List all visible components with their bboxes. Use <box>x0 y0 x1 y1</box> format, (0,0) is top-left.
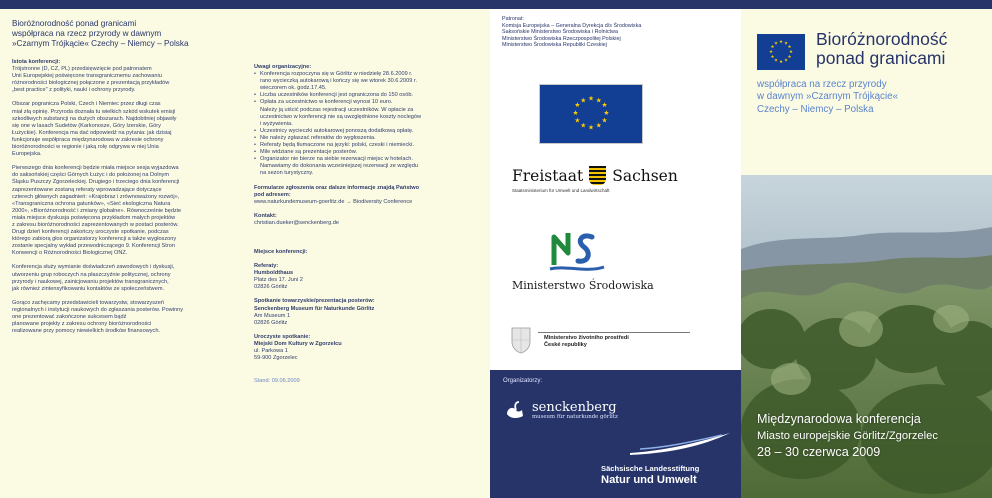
svg-text:★: ★ <box>587 123 595 132</box>
cover-title-box <box>741 9 992 175</box>
panel-partners <box>490 9 741 498</box>
svg-text:★: ★ <box>572 108 579 117</box>
uwagi-list <box>254 71 478 177</box>
cover-subtitle: współpraca na rzecz przyrody w dawnym »Czarnym Trójkącie« Czechy – Niemcy – Polska <box>757 79 899 115</box>
svg-text:★: ★ <box>603 108 610 117</box>
landesstiftung-subtitle: Natur und Umwelt <box>601 474 697 486</box>
uwagi-heading: Uwagi organizacyjne: <box>254 64 312 70</box>
ministerstwo-name: Ministerstwo Środowiska <box>512 279 654 292</box>
panel1-title <box>12 19 237 49</box>
svg-text:★: ★ <box>778 40 784 45</box>
czech-ministry-logo <box>510 324 690 364</box>
organizers-label: Organizatorzy: <box>503 378 543 384</box>
svg-text:★: ★ <box>768 50 774 55</box>
list-item: • Konferencja rozpoczyna się w Görlitz w niedzielę 28.6.2009 r. rano wycieczką autokarową i kończy się we wtorek 30.6.2009 r. wieczorem ok. godz.17.45. <box>254 71 478 92</box>
svg-text:★: ★ <box>783 58 789 64</box>
svg-text:★: ★ <box>788 50 794 55</box>
czech-ministry-name: Ministerstvo životního prostředí České republiky <box>544 335 629 349</box>
svg-text:★: ★ <box>574 116 581 125</box>
eu-flag-small <box>757 34 805 70</box>
address-line: ul. Parkowa 1 <box>254 348 288 354</box>
list-item: • Liczba uczestników konferencji jest ograniczona do 150 osób. <box>254 92 478 99</box>
senckenberg-sub: museum für naturkunde görlitz <box>532 413 618 420</box>
panel-cover <box>741 9 992 498</box>
svg-text:★: ★ <box>773 41 779 47</box>
eu-stars-icon <box>540 85 642 143</box>
paragraph-1: Trójstronne (D, CZ, PL) przedsięwzięcie pod patronatem Unii Europejskiej poświęcone transgranicznemu zachowaniu różnorodności biologicznej połączone z prezentacją przykładów „best practice" z polityki, nauki i ochrony przyrody. <box>12 66 170 94</box>
svg-text:★: ★ <box>587 94 595 103</box>
list-item: • Organizator nie bierze na siebie rezerwacji miejsc w hotelach. Namawiamy do dokonania wcześniejszej rezerwacji ze względu na sezon turystyczny. <box>254 156 478 177</box>
conference-title: Międzynarodowa konferencja <box>757 412 921 426</box>
svg-text:★: ★ <box>787 45 792 50</box>
senckenberg-logo <box>504 400 618 420</box>
eu-stars-icon <box>757 34 805 70</box>
landesstiftung-wave-icon <box>630 433 730 455</box>
spotkanie-venue: Senckenberg Museum für Naturkunde Görlitz <box>254 305 375 312</box>
ministerstwo-logo-icon <box>546 225 606 275</box>
kontakt-email-link[interactable]: christian.dueker@senckenberg.de <box>254 219 339 226</box>
top-bar <box>0 0 992 9</box>
panel-organizational <box>247 9 490 498</box>
saxony-crest-icon <box>589 166 606 185</box>
svg-text:★: ★ <box>595 121 602 130</box>
form-heading: Formularze zgłoszenia oraz dalsze informacje znajdą Państwo pod adresem: <box>254 184 420 198</box>
saxony-logo <box>512 166 692 193</box>
svg-text:★: ★ <box>574 101 581 110</box>
address-line: 59-900 Zgorzelec <box>254 355 298 362</box>
list-item: • Nie należy zgłaszać referatów do wygłoszenia. <box>254 135 478 142</box>
svg-text:★: ★ <box>770 45 775 50</box>
organizers-box <box>490 370 741 498</box>
svg-text:★: ★ <box>787 55 792 60</box>
referaty-heading: Referaty: <box>254 263 279 270</box>
svg-text:★: ★ <box>580 96 587 105</box>
saxony-word: Sachsen <box>612 166 678 185</box>
patronat-block: Patronat: Komisja Europejska – Generalna Dyrekcja d/s Środowiska Saksońskie Ministerstwo Środowiska i Rolnictwa Ministerstwo Środowiska Rzeczpospolitej Polskiej Ministerstwo Środowiska Republiki Czeskiej <box>502 16 642 49</box>
panel1-title-line: Bioróżnorodność ponad granicami <box>12 19 137 28</box>
list-item: • Opłata za uczestnictwo w konferencji wynosi 10 euro. Należy ją uiścić podczas rejestracji uczestników. W opłacie za uczestnictwo w konferencji nie są uwzględnione koszty noclegów i wyżywienia. <box>254 99 478 127</box>
divider <box>538 332 690 333</box>
panel-description <box>0 9 247 498</box>
eu-flag-logo <box>539 84 643 144</box>
paragraph-5: Gorąco zachęcamy przedstawicieli towarzystw, stowarzyszeń regionalnych i instytucji naukowych do zgłaszania posterów. Powinny one prezentować zakończone sukcesem bądź planowane projekty z zakresu ochrony bioróżnorodności realizowane przy pomocy niewielkich środków finansowych. <box>12 299 184 335</box>
stand-date: Stand: 09.06.2009 <box>254 378 300 385</box>
senckenberg-name: senckenberg <box>532 399 617 415</box>
list-item: • Uczestnicy wycieczki autokarowej ponoszą dodatkową opłatę. <box>254 128 478 135</box>
panel1-title-line: »Czarnym Trójkącie« Czechy – Niemcy – Polska <box>12 39 189 48</box>
form-url-link[interactable]: www.naturkundemuseum-goerlitz.de → Biodiversity Conference <box>254 198 413 205</box>
conference-city: Miasto europejskie Görlitz/Zgorzelec <box>757 430 938 442</box>
senckenberg-swan-icon <box>504 400 526 420</box>
address-line: 02826 Görlitz <box>254 319 288 326</box>
conference-info <box>757 411 938 461</box>
paragraph-2: Obszar pogranicza Polski, Czech i Niemiec przez długi czas miał złą opinię. Przyroda doznała tu wielkich szkód wskutek emisji szkodliwych substancji na dużych obszarach. Najdobitniej objawiły się one w lasach Sudetów (Karkonosze, Góry Izerskie, Góry Łużyckie). Konferencja ma dać odpowiedź na pytania: jak dzisiaj funkcjonuje współpraca międzynarodowa w zakresie ochrony bioróżnorodności w regionie i jaką rolę odgrywa w niej Unia Europejska. <box>12 101 177 158</box>
svg-text:★: ★ <box>595 96 602 105</box>
paragraph-4: Konferencja służy wymianie doświadczeń zawodowych i dyskusji, utworzeniu grup roboczych na płaszczyźnie politycznej, ochrony przyrody i naukowej, zainicjowaniu projektów transgranicznych, jak również zintensyfikowaniu kontaktów ze społeczeństwem. <box>12 264 175 292</box>
saxony-word: Freistaat <box>512 166 584 185</box>
cover-main-title: Bioróżnorodność ponad granicami <box>816 29 948 68</box>
panel1-title-line: współpraca na rzecz przyrody w dawnym <box>12 29 162 38</box>
uroczyste-heading: Uroczyste spotkanie: <box>254 333 311 340</box>
svg-text:★: ★ <box>778 60 784 65</box>
address-line: 02826 Görlitz <box>254 284 288 291</box>
svg-text:★: ★ <box>783 41 789 47</box>
address-line: Platz des 17. Juni 2 <box>254 277 303 284</box>
address-line: Am Museum 1 <box>254 312 291 319</box>
landesstiftung-name: Sächsische Landesstiftung <box>601 464 700 473</box>
svg-text:★: ★ <box>580 121 587 130</box>
uroczyste-venue: Miejski Dom Kultury w Zgorzelcu <box>254 340 342 347</box>
miejsce-heading: Miejsce konferencji: <box>254 248 308 255</box>
referaty-venue: Humboldthaus <box>254 270 294 277</box>
svg-text:★: ★ <box>601 101 608 110</box>
saxony-ministry: Staatsministerium für Umwelt und Landwirtschaft <box>512 188 610 193</box>
svg-text:★: ★ <box>773 58 779 64</box>
spotkanie-heading: Spotkanie towarzyskie/prezentacja posterów: <box>254 298 375 305</box>
kontakt-heading: Kontakt: <box>254 212 277 219</box>
list-item: • Mile widziane są prezentacje posterów. <box>254 149 478 156</box>
istota-heading: Istota konferencji: <box>12 59 61 65</box>
svg-text:★: ★ <box>601 116 608 125</box>
list-item: • Referaty będą tłumaczone na języki: polski, czeski i niemiecki. <box>254 142 478 149</box>
conference-dates: 28 – 30 czerwca 2009 <box>757 445 881 459</box>
svg-text:★: ★ <box>770 55 775 60</box>
paragraph-3: Pierwszego dnia konferencji będzie miała miejsce sesja wyjazdowa do saksońskiej części Górnych Łużyc i do położonej na Dolnym Śląsku Puszczy Zgorzeleckiej. Drugiego i trzeciego dnia konferencji zaprezentowane zostaną referaty wprowadzające dotyczące czterech głównych zagadnień: «Krajobraz i zrównoważony rozwój», «Transgraniczna ochrona gatunków», «Sieć ekologiczna Natura 2000», «Bioróżnorodność i zmiany globalne». Równocześnie będzie miała miejsce dyskusja poświęcona przykładom małych projektów z zakresu bioróżnorodności zaprezentowanych w postaci posterów. Drugi dzień konferencji zakończy uroczyste spotkanie, podczas którego zabiorą głos organizatorzy konferencji a także wygłoszony zostanie specjalny wykład przewodniczącego 9. Konferencji Stron Konwencji o Różnorodności Biologicznej ONZ. <box>12 165 182 257</box>
czech-emblem-icon <box>510 326 532 354</box>
